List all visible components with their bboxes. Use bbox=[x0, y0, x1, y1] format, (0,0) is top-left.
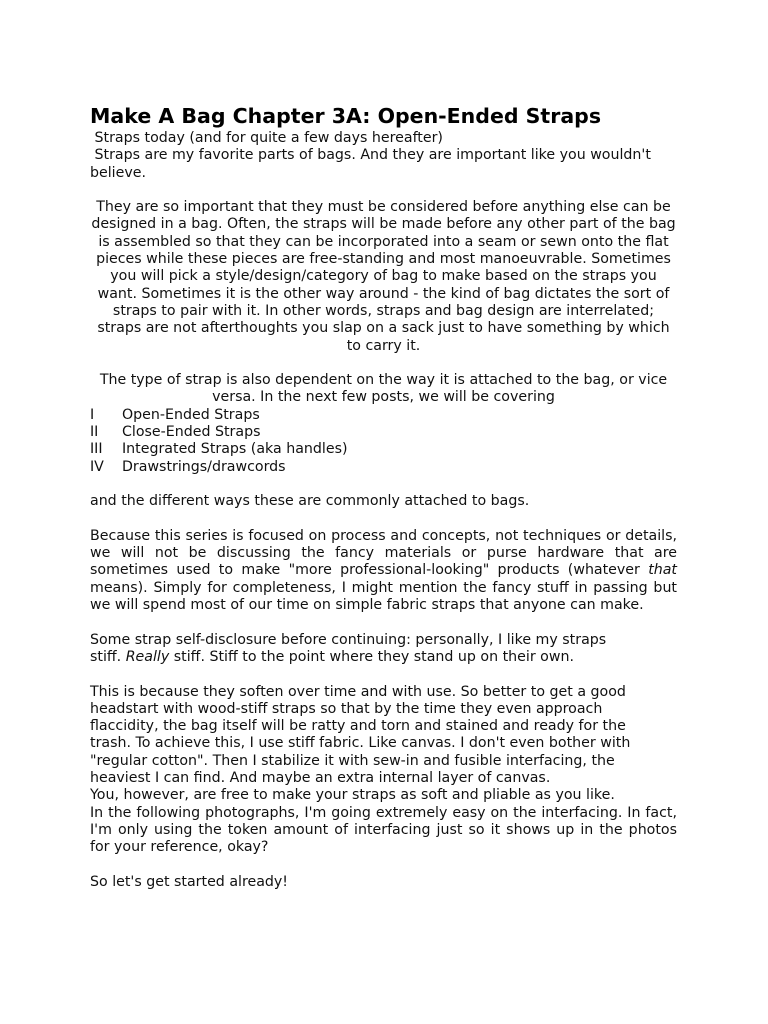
series-text-end: means). Simply for completeness, I might mention the fancy stuff in passing but we will spend most of our time on simple fabric straps that anyone can make. bbox=[90, 579, 677, 614]
attachment-paragraph: and the different ways these are commonly attached to bags. bbox=[90, 493, 530, 510]
list-label: Integrated Straps (aka handles) bbox=[122, 441, 348, 458]
series-text-start: Because this series is focused on process and concepts, not techniques or details, we will not be discussing the fancy materials or purse hardware that are sometimes used to make "more professional-looking" products (whatever bbox=[90, 527, 677, 579]
list-item bbox=[90, 441, 677, 458]
photos-paragraph: In the following photographs, I'm going extremely easy on the interfacing. In fact, I'm only using the token amount of interfacing just so it shows up in the photos for your reference, okay? bbox=[90, 804, 677, 856]
document-page bbox=[90, 104, 677, 891]
strap-type-paragraph: The type of strap is also dependent on the way it is attached to the bag, or vice versa. In the next few posts, we will be covering bbox=[99, 372, 668, 406]
list-number: III bbox=[90, 441, 103, 458]
spacer bbox=[90, 476, 677, 493]
list-number: I bbox=[90, 406, 95, 423]
however-paragraph: You, however, are free to make your straps as soft and pliable as you like. bbox=[90, 787, 615, 804]
disclosure-text-end: stiff. Stiff to the point where they stand up on their own. bbox=[169, 648, 574, 665]
list-number: II bbox=[90, 424, 99, 441]
soften-paragraph: This is because they soften over time and with use. So better to get a good headstart with wood-stiff straps so that by the time they even approach flaccidity, the bag itself will be ratty and torn and stained and ready for the trash. To achieve this, I use stiff fabric. Like canvas. I don't even bother with "regular cotton". Then I stabilize it with sew-in and fusible interfacing, the heaviest I can find. And maybe an extra internal layer of canvas. bbox=[90, 683, 631, 786]
list-item bbox=[90, 459, 677, 476]
intro-line: Straps today (and for quite a few days hereafter) bbox=[90, 130, 443, 146]
page-title: Make A Bag Chapter 3A: Open-Ended Straps bbox=[90, 104, 602, 128]
disclosure-paragraph bbox=[90, 632, 677, 667]
spacer bbox=[90, 182, 677, 199]
list-number: IV bbox=[90, 458, 104, 475]
closing-paragraph: So let's get started already! bbox=[90, 873, 288, 890]
spacer bbox=[90, 355, 677, 372]
list-label: Drawstrings/drawcords bbox=[122, 458, 286, 475]
intro-paragraph: Straps are my favorite parts of bags. And they are important like you wouldn't believe. bbox=[90, 147, 656, 181]
disclosure-text-start: Some strap self-disclosure before continuing: personally, I like my straps stiff. bbox=[90, 631, 607, 665]
emphasis-really: Really bbox=[125, 648, 170, 665]
spacer bbox=[90, 856, 677, 873]
strap-list bbox=[90, 407, 677, 476]
emphasis-that: that bbox=[648, 562, 677, 579]
spacer bbox=[90, 614, 677, 631]
series-paragraph bbox=[90, 528, 677, 614]
list-item bbox=[90, 424, 677, 441]
spacer bbox=[90, 666, 677, 683]
spacer bbox=[90, 511, 677, 528]
list-item bbox=[90, 407, 677, 424]
importance-paragraph: They are so important that they must be considered before anything else can be designed in a bag. Often, the straps will be made before any other part of the bag is assembled so that they can be incorporated into a seam or sewn onto the flat pieces while these pieces are free-standing and most manoeuvrable. Sometimes you will pick a style/design/category of bag to make based on the straps you want. Sometimes it is the other way around - the kind of bag dictates the sort of straps to pair with it. In other words, straps and bag design are interrelated; straps are not afterthoughts you slap on a sack just to have something by which to carry it. bbox=[91, 199, 676, 354]
list-label: Open-Ended Straps bbox=[122, 406, 260, 423]
list-label: Close-Ended Straps bbox=[122, 424, 261, 441]
